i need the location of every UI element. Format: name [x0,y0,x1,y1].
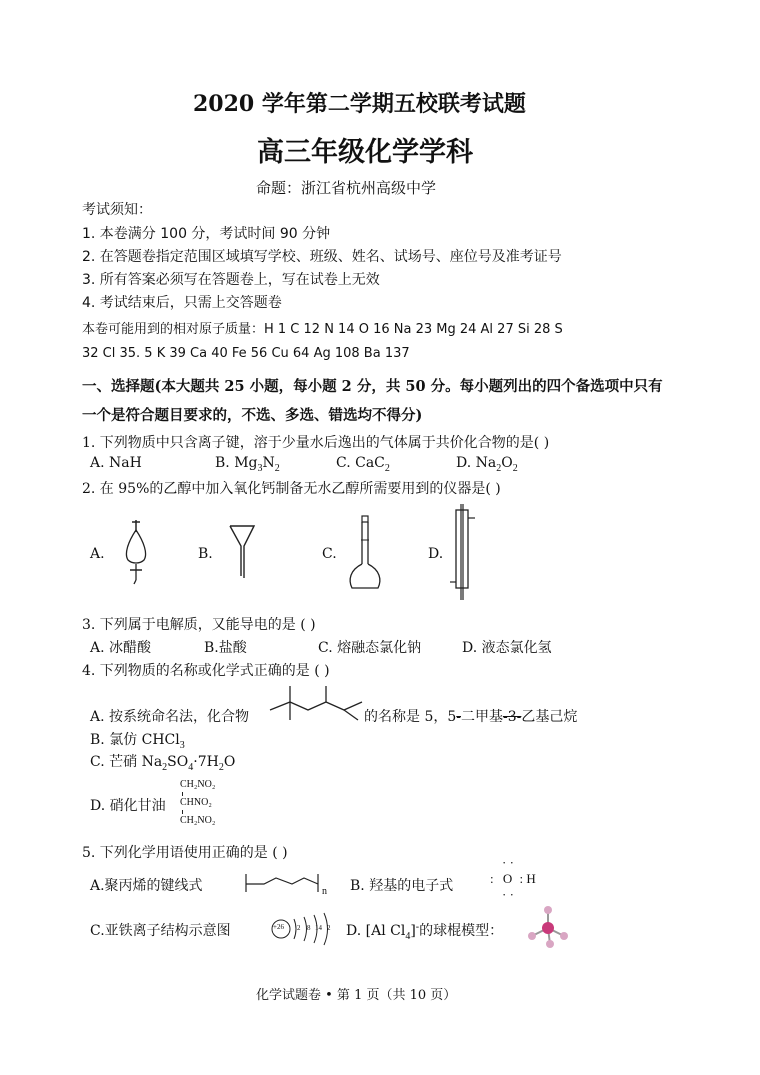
q4-option-d: D. 硝化甘油 [90,798,166,814]
subject-title: 高三年级化学学科 [257,137,473,168]
q5-option-b: B. 羟基的电子式 [350,878,454,894]
exam-title: 2020 学年第二学期五校联考试题 [193,91,526,117]
q2-option-a-label: A. [90,546,105,562]
q4-option-a-prefix: A. 按系统命名法，化合物 [90,709,250,725]
atomic-mass-line: 本卷可能用到的相对原子质量：H 1 C 12 N 14 O 16 Na 23 Mg 24 Al 27 Si 28 S [82,322,563,337]
instruction-item: 3. 所有答案必须写在答题卷上，写在试卷上无效 [82,272,380,288]
q1-option-c: C. CaC$_2$ [336,455,390,474]
shell-electrons: 2 [327,924,331,932]
q1-option-b: B. $Mg_3N_2$ [215,455,280,474]
question-4-stem: 4. 下列物质的名称或化学式正确的是 ( ) [82,663,330,679]
shell-electrons: 2 [297,924,301,932]
hydroxyl-electron-formula: · · : O : H · · [490,855,536,902]
q1-option-d: D. $Na_2O_2$ [456,455,518,474]
author-line: 命题：浙江省杭州高级中学 [256,179,437,197]
q3-option-a: A. 冰醋酸 [90,640,152,656]
shell-electrons: 14 [315,924,322,932]
shell-electrons: 8 [307,924,311,932]
question-5-stem: 5. 下列化学用语使用正确的是 ( ) [82,845,288,861]
separatory-funnel-icon [118,520,158,586]
question-1-stem: 1. 下列物质中只含离子键，溶于少量水后逸出的气体属于共价化合物的是( ) [82,435,550,451]
volumetric-flask-icon [346,514,390,592]
nitroglycerin-structure: CH₂NO₂ CHNO₂ CH₂NO₂ [180,779,216,826]
polypropylene-skeletal-icon [242,872,328,896]
page-footer: 化学试题卷 • 第 1 页（共 10 页） [256,988,457,1003]
section-heading: 一、选择题(本大题共 25 小题，每小题 2 分，共 50 分。每小题列出的四个备选项中只有 [82,378,663,395]
skeletal-formula-icon [268,684,364,724]
instruction-item: 2. 在答题卷指定范围区域填写学校、班级、姓名、试场号、座位号及准考证号 [82,249,562,265]
q5-option-c: C.亚铁离子结构示意图 [90,923,231,939]
instructions-heading: 考试须知： [82,202,152,218]
q2-option-b-label: B. [198,546,213,562]
q4-option-b: B. 氯仿 CHCl$_3$ [90,732,185,751]
q5-option-a: A.聚丙烯的键线式 [90,878,203,894]
atomic-mass-line: 32 Cl 35. 5 K 39 Ca 40 Fe 56 Cu 64 Ag 108 Ba 137 [82,346,410,361]
nucleus-charge: +26 [273,923,284,931]
section-heading: 一个是符合题目要求的，不选、多选、错选均不得分) [82,407,423,424]
question-2-stem: 2. 在 95%的乙醇中加入氧化钙制备无水乙醇所需要用到的仪器是( ) [82,481,501,497]
q2-option-c-label: C. [322,546,337,562]
q5-option-d: D. [Al $Cl_4]^-$的球棍模型： [346,921,504,942]
condenser-icon [448,504,478,604]
polymer-n: n [322,886,327,897]
instruction-item: 4. 考试结束后，只需上交答题卷 [82,295,282,311]
instruction-item: 1. 本卷满分 100 分，考试时间 90 分钟 [82,226,331,242]
q1-option-a: A. NaH [90,455,142,471]
question-3-stem: 3. 下列属于电解质，又能导电的是 ( ) [82,617,316,633]
q4-option-c: C. 芒硝 $Na_2SO_4\cdot 7H_2O$ [90,754,236,773]
q3-option-c: C. 熔融态氯化钠 [318,640,422,656]
q3-option-b: B.盐酸 [204,640,247,656]
q3-option-d: D. 液态氯化氢 [462,640,552,656]
q2-option-d-label: D. [428,546,444,562]
ball-and-stick-model-icon [526,906,570,950]
q4-option-a-name: 的名称是 5，5-二甲基-3-乙基己烷 [364,709,578,725]
funnel-icon [228,524,260,582]
